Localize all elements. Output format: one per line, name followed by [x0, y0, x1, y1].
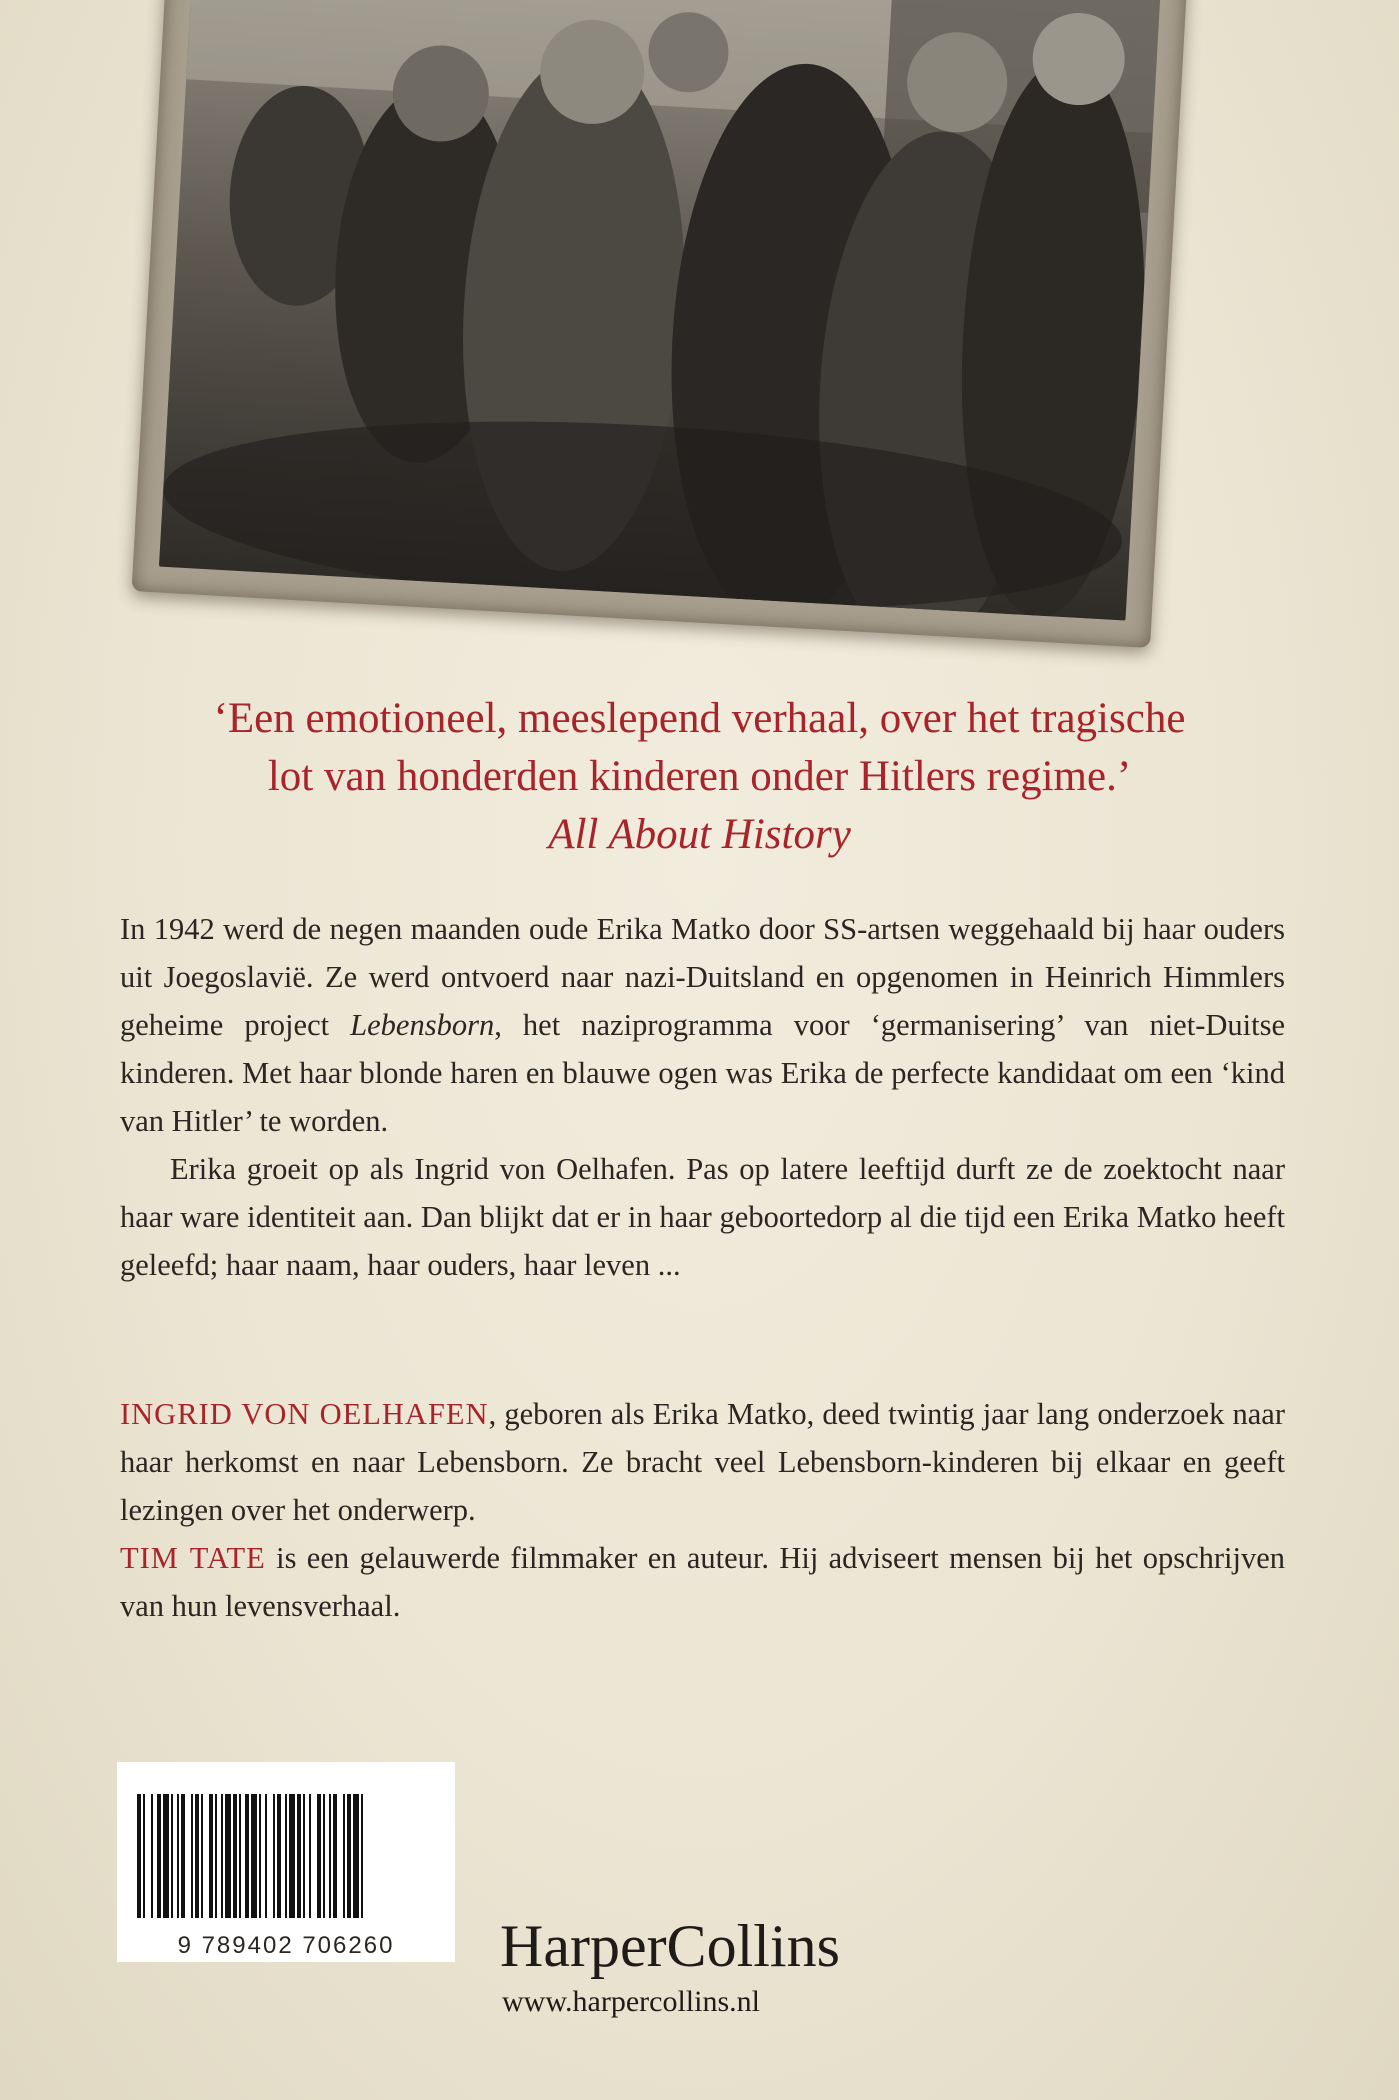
author-bios — [120, 1390, 1285, 1630]
barcode-bar — [297, 1794, 301, 1918]
barcode-bar — [323, 1794, 325, 1918]
quote-line-2: lot van honderden kinderen onder Hitlers regime.’ — [267, 753, 1132, 800]
barcode-bar — [195, 1794, 199, 1918]
blurb-text: In 1942 werd de negen maanden oude Erika Matko door SS-artsen weggehaald bij haar ouders uit Joegoslavië. Ze werd ontvoerd naar nazi-Duitsland en opgenomen in Heinrich Himmlers geheime project — [120, 912, 1285, 1042]
review-quote — [0, 690, 1399, 864]
barcode-bar — [181, 1794, 185, 1918]
author-name: INGRID VON OELHAFEN — [120, 1397, 489, 1431]
barcode-bar — [259, 1794, 261, 1918]
barcode-bar — [265, 1794, 267, 1918]
barcode-bar — [303, 1794, 305, 1918]
barcode-bar — [221, 1794, 223, 1918]
publisher-url[interactable]: www.harpercollins.nl — [502, 1985, 760, 2018]
publisher-logo: HarperCollins — [500, 1913, 840, 1979]
author-bio-2 — [120, 1534, 1285, 1630]
isbn-number: 9 789402 706260 — [177, 1932, 395, 1959]
barcode-bar — [289, 1794, 295, 1918]
barcode-bar — [239, 1794, 241, 1918]
blurb-paragraph-1 — [120, 905, 1285, 1145]
barcode-bar — [361, 1794, 363, 1918]
blurb — [120, 905, 1285, 1289]
barcode-bar — [333, 1794, 337, 1918]
barcode-bar — [171, 1794, 173, 1918]
vintage-photo — [132, 0, 1189, 648]
barcode-bar — [177, 1794, 179, 1918]
barcode-bar — [251, 1794, 257, 1918]
barcode-bar — [137, 1794, 141, 1918]
quote-line-1: ‘Een emotioneel, meeslepend verhaal, over het tragische — [213, 695, 1186, 742]
barcode-bar — [347, 1794, 351, 1918]
barcode-bar — [245, 1794, 249, 1918]
barcode-bar — [309, 1794, 311, 1918]
author-bio-1 — [120, 1390, 1285, 1534]
barcode-bar — [233, 1794, 237, 1918]
author-bio-text: , geboren als Erika Matko, deed twintig jaar lang onderzoek naar haar herkomst en naar Lebensborn. Ze bracht veel Lebensborn-kinderen bij elkaar en geeft lezingen over het onderwerp. — [120, 1397, 1285, 1527]
barcode-bar — [343, 1794, 345, 1918]
barcode-bar — [277, 1794, 281, 1918]
barcode-bar — [329, 1794, 331, 1918]
author-name: TIM TATE — [120, 1541, 266, 1575]
barcode — [117, 1762, 455, 1962]
barcode-bar — [353, 1794, 359, 1918]
blurb-paragraph-2: Erika groeit op als Ingrid von Oelhafen. Pas op latere leeftijd durft ze de zoektocht naar haar ware identiteit aan. Dan blijkt dat er in haar geboortedorp al die tijd een Erika Matko heeft geleefd; haar naam, haar ouders, haar leven ... — [120, 1152, 1285, 1282]
barcode-bar — [209, 1794, 213, 1918]
photo-image — [159, 0, 1161, 621]
barcode-bar — [157, 1794, 161, 1918]
barcode-bar — [191, 1794, 193, 1918]
barcode-bar — [317, 1794, 321, 1918]
barcode-bar — [163, 1794, 169, 1918]
blurb-text: , het naziprogramma voor ‘germanisering’ van niet-Duitse kinderen. Met haar blonde haren en blauwe ogen was Erika de perfecte kandidaat om een ‘kind van Hitler’ te worden. — [120, 1008, 1285, 1138]
barcode-bar — [225, 1794, 231, 1918]
blurb-italic-title: Lebensborn — [350, 1008, 495, 1042]
author-bio-text: is een gelauwerde filmmaker en auteur. Hij adviseert mensen bij het opschrijven van hun levensverhaal. — [120, 1541, 1285, 1623]
barcode-bar — [143, 1794, 145, 1918]
quote-source: All About History — [548, 811, 851, 858]
barcode-bar — [273, 1794, 275, 1918]
barcode-bar — [201, 1794, 203, 1918]
barcode-bar — [285, 1794, 287, 1918]
barcode-bar — [215, 1794, 217, 1918]
barcode-bar — [151, 1794, 153, 1918]
barcode-bars — [137, 1794, 435, 1918]
